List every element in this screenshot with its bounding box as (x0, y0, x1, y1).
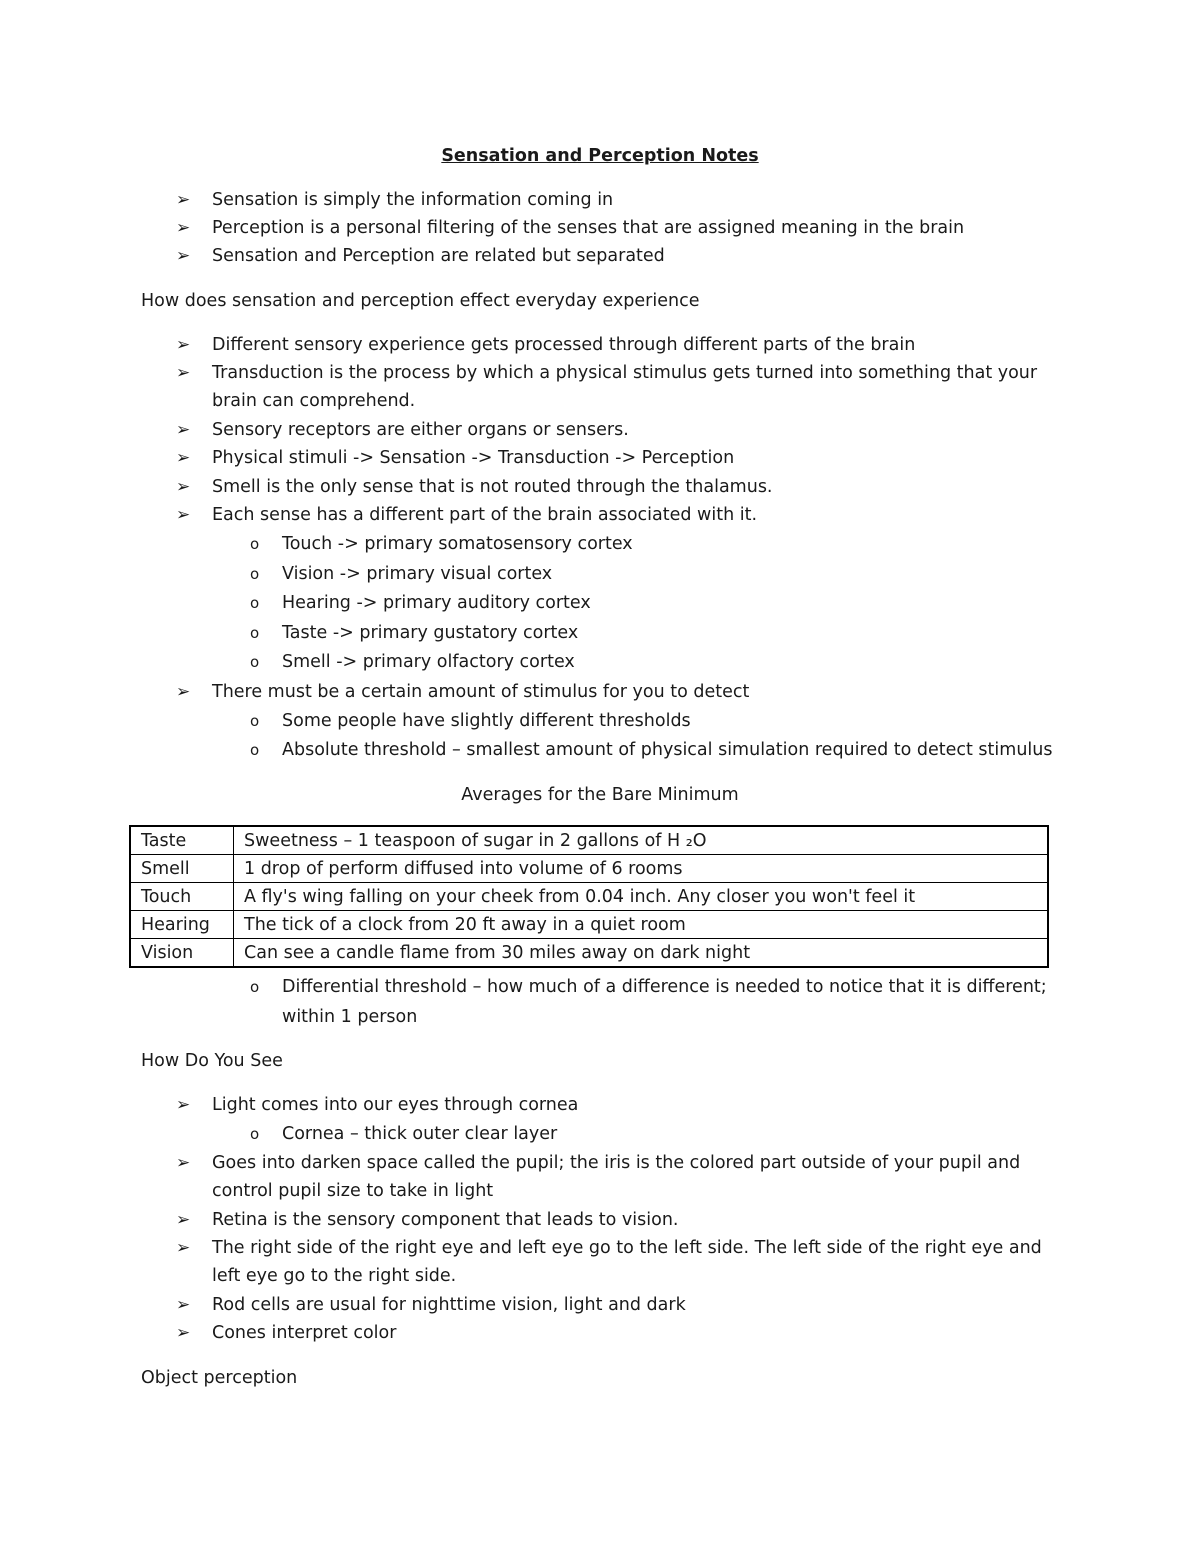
list-item: There must be a certain amount of stimulus for you to detect (212, 682, 750, 702)
arrow-bullet-icon: ➢ (176, 420, 191, 440)
circle-bullet-icon: o (250, 624, 260, 642)
arrow-bullet-icon: ➢ (176, 477, 191, 497)
arrow-bullet-icon: ➢ (176, 1238, 191, 1258)
list-item-continuation: control pupil size to take in light (212, 1181, 494, 1201)
list-item-continuation: left eye go to the right side. (212, 1266, 457, 1286)
table-cell-sense: Taste (130, 826, 234, 855)
circle-bullet-icon: o (250, 1125, 260, 1143)
arrow-bullet-icon: ➢ (176, 246, 191, 266)
circle-bullet-icon: o (250, 594, 260, 612)
list-item: Transduction is the process by which a physical stimulus gets turned into something that your (212, 363, 1038, 383)
circle-bullet-icon: o (250, 978, 260, 996)
intro-item: Sensation is simply the information coming in (212, 190, 614, 210)
table-row (130, 855, 1048, 883)
page-title: Sensation and Perception Notes (441, 146, 759, 166)
table-row (130, 911, 1048, 939)
sub-list-item-continuation: within 1 person (282, 1007, 418, 1027)
circle-bullet-icon: o (250, 712, 260, 730)
sub-list-item: Absolute threshold – smallest amount of physical simulation required to detect stimulus (282, 740, 1053, 760)
list-item: Retina is the sensory component that leads to vision. (212, 1210, 679, 1230)
arrow-bullet-icon: ➢ (176, 190, 191, 210)
table-row (130, 883, 1048, 911)
table-caption: Averages for the Bare Minimum (461, 785, 739, 805)
sub-list-item: Taste -> primary gustatory cortex (282, 623, 579, 643)
bare-minimum-table (129, 825, 1049, 968)
arrow-bullet-icon: ➢ (176, 1295, 191, 1315)
sub-list-item: Differential threshold – how much of a difference is needed to notice that it is different; (282, 977, 1047, 997)
table-row (130, 939, 1048, 968)
list-item: Different sensory experience gets processed through different parts of the brain (212, 335, 916, 355)
circle-bullet-icon: o (250, 653, 260, 671)
sub-list-item: Some people have slightly different thresholds (282, 711, 691, 731)
list-item: Cones interpret color (212, 1323, 397, 1343)
circle-bullet-icon: o (250, 741, 260, 759)
sub-list-item: Cornea – thick outer clear layer (282, 1124, 558, 1144)
arrow-bullet-icon: ➢ (176, 218, 191, 238)
circle-bullet-icon: o (250, 565, 260, 583)
list-item: Goes into darken space called the pupil; the iris is the colored part outside of your pupil and (212, 1153, 1021, 1173)
list-item: Physical stimuli -> Sensation -> Transduction -> Perception (212, 448, 735, 468)
list-item: Light comes into our eyes through cornea (212, 1095, 579, 1115)
sub-list-item: Smell -> primary olfactory cortex (282, 652, 575, 672)
arrow-bullet-icon: ➢ (176, 682, 191, 702)
sub-list-item: Touch -> primary somatosensory cortex (282, 534, 633, 554)
list-item-continuation: brain can comprehend. (212, 391, 416, 411)
section-heading: How Do You See (141, 1051, 283, 1071)
arrow-bullet-icon: ➢ (176, 448, 191, 468)
table-cell-description: Can see a candle flame from 30 miles away on dark night (234, 939, 1049, 968)
table-cell-description: A fly's wing falling on your cheek from 0.04 inch. Any closer you won't feel it (234, 883, 1049, 911)
list-item: Each sense has a different part of the brain associated with it. (212, 505, 758, 525)
section-heading: How does sensation and perception effect everyday experience (141, 291, 700, 311)
arrow-bullet-icon: ➢ (176, 1095, 191, 1115)
list-item: Smell is the only sense that is not routed through the thalamus. (212, 477, 773, 497)
table-cell-sense: Touch (130, 883, 234, 911)
arrow-bullet-icon: ➢ (176, 1323, 191, 1343)
section-heading: Object perception (141, 1368, 298, 1388)
table-cell-sense: Vision (130, 939, 234, 968)
sub-list-item: Hearing -> primary auditory cortex (282, 593, 591, 613)
arrow-bullet-icon: ➢ (176, 505, 191, 525)
table-row (130, 826, 1048, 855)
intro-item: Perception is a personal filtering of the senses that are assigned meaning in the brain (212, 218, 965, 238)
circle-bullet-icon: o (250, 535, 260, 553)
list-item: Rod cells are usual for nighttime vision, light and dark (212, 1295, 686, 1315)
arrow-bullet-icon: ➢ (176, 1210, 191, 1230)
sub-list-item: Vision -> primary visual cortex (282, 564, 553, 584)
intro-item: Sensation and Perception are related but separated (212, 246, 665, 266)
table-cell-description: The tick of a clock from 20 ft away in a quiet room (234, 911, 1049, 939)
arrow-bullet-icon: ➢ (176, 363, 191, 383)
table-cell-sense: Hearing (130, 911, 234, 939)
table-cell-description: Sweetness – 1 teaspoon of sugar in 2 gallons of H ₂O (234, 826, 1049, 855)
arrow-bullet-icon: ➢ (176, 1153, 191, 1173)
list-item: The right side of the right eye and left eye go to the left side. The left side of the right eye and (212, 1238, 1042, 1258)
list-item: Sensory receptors are either organs or sensers. (212, 420, 629, 440)
table-cell-sense: Smell (130, 855, 234, 883)
arrow-bullet-icon: ➢ (176, 335, 191, 355)
table-cell-description: 1 drop of perform diffused into volume of 6 rooms (234, 855, 1049, 883)
